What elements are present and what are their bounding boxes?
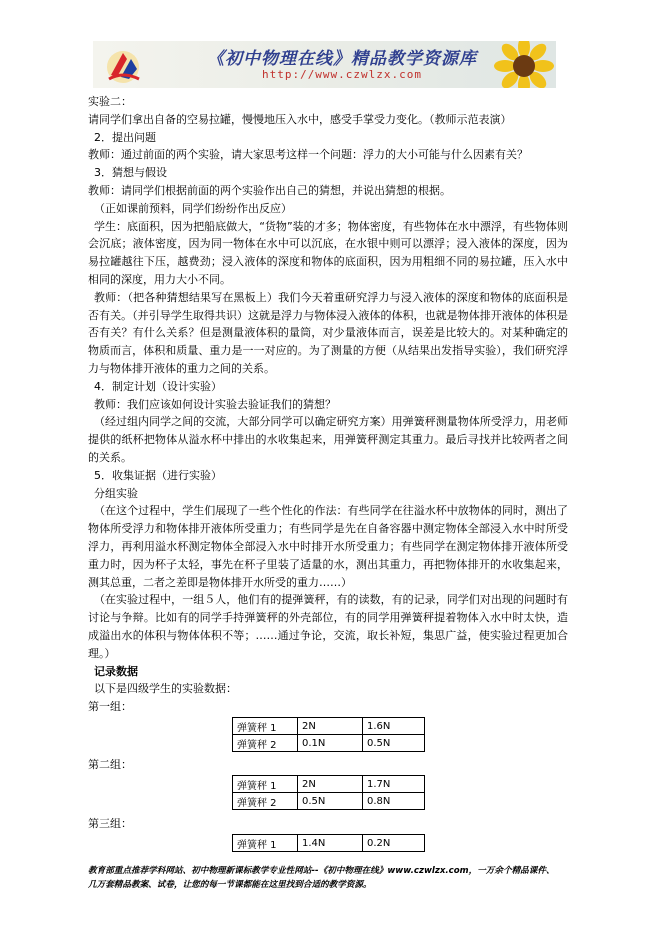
table-cell: 弹簧秤 2 xyxy=(233,793,298,810)
paragraph: 记录数据 xyxy=(94,664,138,678)
paragraph: 学生：底面积，因为把船底做大，“货物”装的才多；物体密度，有些物体在水中漂浮，有些物体则会沉底；液体密度，因为同一物体在水中可以沉底，在水银中则可以漂浮；浸入液体的深度，因为易拉罐越往下压，越费劲；浸入液体的深度和物体的底面积，因为用粗细不同的易拉罐，压入水中相同的深度，用力大小不同。 xyxy=(88,219,568,286)
table-row xyxy=(233,735,425,752)
header-banner xyxy=(93,41,556,88)
paragraph: 教师：通过前面的两个实验，请大家思考这样一个问题：浮力的大小可能与什么因素有关？ xyxy=(88,148,528,162)
table-cell: 0.2N xyxy=(363,835,425,852)
paragraph: 5．收集证据（进行实验） xyxy=(94,468,222,482)
data-table xyxy=(232,834,425,852)
table-cell: 弹簧秤 1 xyxy=(233,835,298,852)
page-footer xyxy=(88,864,573,892)
table-cell: 0.5N xyxy=(298,793,363,810)
paragraph: 教师：请同学们根据前面的两个实验作出自己的猜想，并说出猜想的根据。 xyxy=(88,183,451,197)
table-cell: 2N xyxy=(298,718,363,735)
table-row xyxy=(233,718,425,735)
table-row xyxy=(233,835,425,852)
document-body xyxy=(88,93,568,857)
table-cell: 1.4N xyxy=(298,835,363,852)
table-cell: 1.6N xyxy=(363,718,425,735)
data-table xyxy=(232,717,425,752)
table-cell: 0.8N xyxy=(363,793,425,810)
paragraph: 教师：（把各种猜想结果写在黑板上）我们今天着重研究浮力与浸入液体的深度和物体的底面积是否有关。（并引导学生取得共识）这就是浮力与物体浸入液体的体积，也就是物体排开液体的体积是否有关？有什么关系？但是测量液体积的量筒，对少量液体而言，误差是比较大的。对某种确定的物质而言，体积和质量、重力是一一对应的。为了测量的方便（从结果出发指导实验），我们研究浮力与物体排开液体的重力之间的关系。 xyxy=(88,290,568,375)
paragraph: （在实验过程中，一组５人，他们有的提弹簧秤，有的读数，有的记录，同学们对出现的问题时有讨论与争辩。比如有的同学手持弹簧秤的外壳部位，有的同学用弹簧秤提着物体入水中时太快，造成溢出水的体积与物体体积不等；……通过争论，交流，取长补短，集思广益，使实验过程更加合理。） xyxy=(88,593,568,660)
paragraph: 3．猜想与假设 xyxy=(94,166,167,180)
footer-line-1: 教育部重点推荐学科网站、初中物理新课标教学专业性网站--《初中物理在线》www.czwlzx.com，一万余个精品课件、 xyxy=(88,866,555,876)
group-label: 第三组： xyxy=(88,817,132,831)
table-cell: 弹簧秤 2 xyxy=(233,735,298,752)
paragraph: 以下是四级学生的实验数据： xyxy=(94,682,237,696)
paragraph: （经过组内同学之间的交流，大部分同学可以确定研究方案）用弹簧秤测量物体所受浮力，用老师提供的纸杯把物体从溢水杯中排出的水收集起来，用弹簧秤测定其重力。最后寻找并比较两者之间的关系。 xyxy=(88,415,568,464)
paragraph: （正如课前预料，同学们纷纷作出反应） xyxy=(94,201,292,215)
sunflower-icon xyxy=(489,41,556,88)
table-cell: 弹簧秤 1 xyxy=(233,776,298,793)
site-logo-icon xyxy=(103,45,143,85)
table-cell: 0.5N xyxy=(363,735,425,752)
paragraph: 实验二： xyxy=(88,95,132,108)
table-cell: 0.1N xyxy=(298,735,363,752)
paragraph: 分组实验 xyxy=(94,486,138,500)
table-cell: 2N xyxy=(298,776,363,793)
paragraph: 4．制定计划（设计实验） xyxy=(94,379,222,393)
paragraph: 教师：我们应该如何设计实验去验证我们的猜想？ xyxy=(94,397,336,411)
footer-line-2: 几万套精品教案、试卷，让您的每一节课都能在这里找到合适的教学资源。 xyxy=(88,880,372,890)
header-title: 《初中物理在线》精品教学资源库 xyxy=(207,49,477,69)
header-url[interactable]: http://www.czwlzx.com xyxy=(261,68,423,81)
group-label: 第一组： xyxy=(88,700,132,714)
data-table xyxy=(232,775,425,810)
group-label: 第二组： xyxy=(88,758,132,772)
paragraph: 请同学们拿出自备的空易拉罐，慢慢地压入水中，感受手掌受力变化。（教师示范表演） xyxy=(88,112,512,126)
table-row xyxy=(233,776,425,793)
data-groups xyxy=(88,698,568,852)
table-cell: 1.7N xyxy=(363,776,425,793)
paragraph: 2．提出问题 xyxy=(94,130,156,144)
table-cell: 弹簧秤 1 xyxy=(233,718,298,735)
paragraph-list xyxy=(88,93,568,698)
paragraph: （在这个过程中，学生们展现了一些个性化的作法：有些同学在往溢水杯中放物体的同时，测出了物体所受浮力和物体排开液体所受重力；有些同学是先在自备容器中测定物体全部浸入水中时所受浮力，再利用溢水杯测定物体全部浸入水中时排开水所受重力；有些同学在测定物体排开液体所受重力时，因为杯子太轻，事先在杯子里装了适量的水，测出其重力，再把物体排开的水收集起来，测其总重，二者之差即是物体排开水所受的重力……） xyxy=(88,504,568,589)
table-row xyxy=(233,793,425,810)
